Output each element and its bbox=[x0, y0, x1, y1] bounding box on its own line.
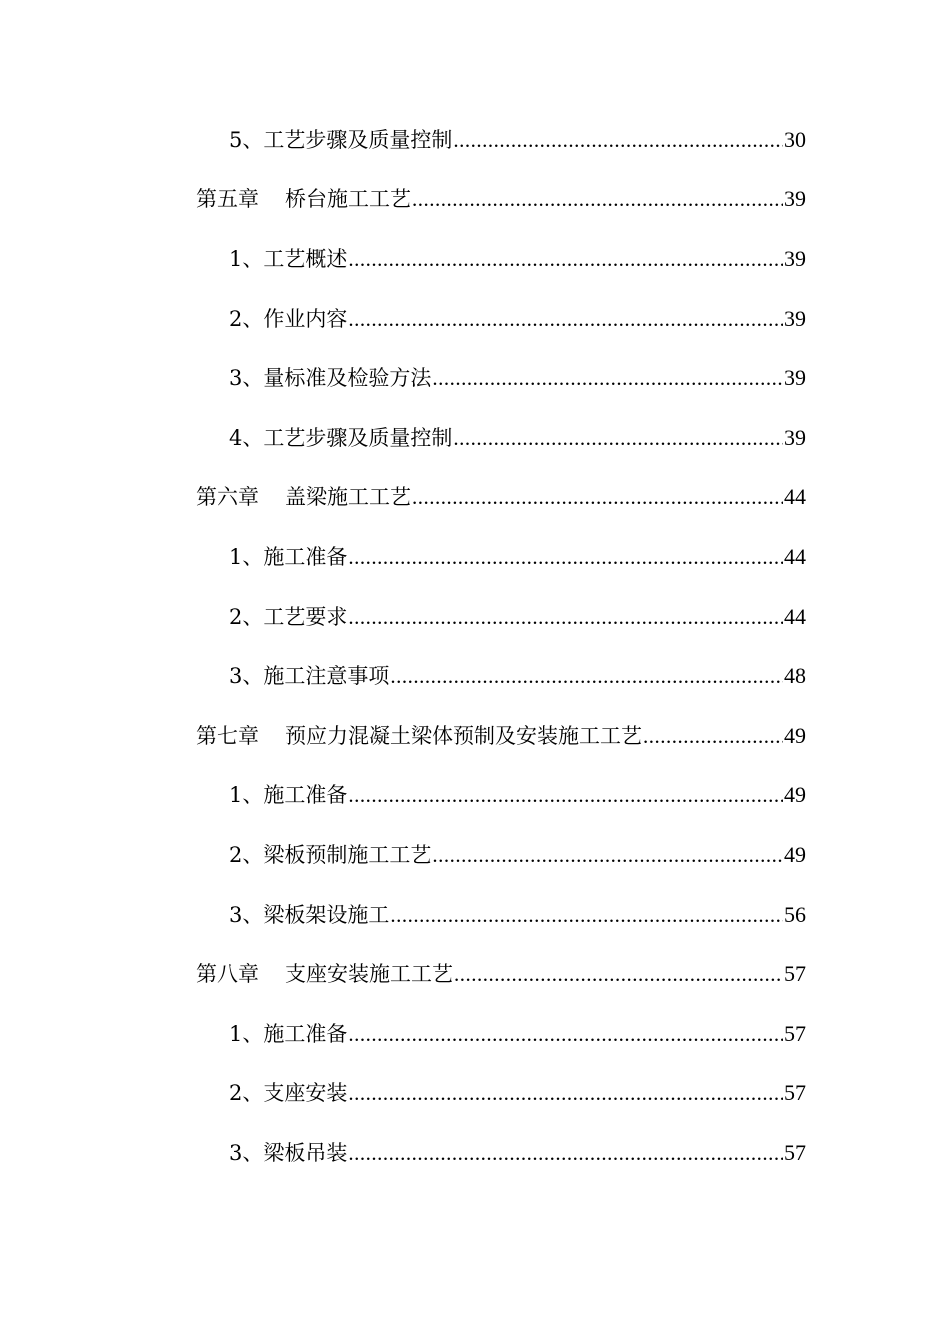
toc-entry[interactable] bbox=[0, 110, 950, 170]
toc-entry-page: 57 bbox=[784, 961, 806, 987]
dot-leader bbox=[412, 487, 783, 508]
dot-leader bbox=[348, 785, 783, 806]
toc-entry-title: 施工准备 bbox=[263, 544, 348, 569]
dot-leader bbox=[432, 845, 783, 866]
toc-entry-label bbox=[229, 306, 348, 331]
toc-entry-title: 桥台施工工艺 bbox=[285, 187, 411, 212]
toc-entry-title: 工艺要求 bbox=[263, 604, 348, 629]
table-of-contents bbox=[0, 110, 950, 1183]
toc-chapter-entry[interactable] bbox=[0, 170, 950, 230]
toc-entry-label bbox=[229, 1021, 348, 1046]
toc-chapter-number: 第七章 bbox=[196, 723, 259, 748]
toc-entry[interactable] bbox=[0, 289, 950, 349]
toc-entry-number: 1、 bbox=[229, 246, 264, 271]
toc-entry-title: 量标准及检验方法 bbox=[263, 366, 432, 391]
toc-entry[interactable] bbox=[0, 1004, 950, 1064]
toc-entry-number: 3、 bbox=[229, 664, 264, 689]
toc-entry[interactable] bbox=[0, 1064, 950, 1124]
toc-entry-title: 施工准备 bbox=[263, 783, 348, 808]
toc-entry-label bbox=[229, 902, 390, 927]
dot-leader bbox=[390, 905, 783, 926]
toc-entry-label bbox=[196, 189, 411, 210]
toc-entry-page: 39 bbox=[784, 365, 806, 391]
dot-leader bbox=[432, 368, 783, 389]
toc-entry-number: 1、 bbox=[229, 544, 264, 569]
toc-entry-title: 预应力混凝土梁体预制及安装施工工艺 bbox=[285, 723, 642, 748]
dot-leader bbox=[348, 249, 783, 270]
toc-entry-number: 2、 bbox=[229, 306, 264, 331]
toc-entry[interactable] bbox=[0, 646, 950, 706]
toc-entry-label bbox=[229, 1140, 348, 1165]
dot-leader bbox=[348, 1083, 783, 1104]
toc-entry[interactable] bbox=[0, 885, 950, 945]
toc-entry-page: 44 bbox=[784, 543, 806, 569]
toc-entry-page: 39 bbox=[784, 245, 806, 271]
dot-leader bbox=[390, 666, 783, 687]
toc-entry-label bbox=[229, 544, 348, 569]
toc-entry[interactable] bbox=[0, 587, 950, 647]
toc-entry-label bbox=[229, 785, 347, 806]
toc-entry-page: 56 bbox=[784, 901, 806, 927]
toc-entry-label bbox=[196, 723, 642, 748]
dot-leader bbox=[348, 1143, 783, 1164]
toc-entry-title: 梁板吊装 bbox=[263, 1140, 348, 1165]
toc-entry-label bbox=[229, 666, 389, 687]
toc-entry-title: 工艺步骤及质量控制 bbox=[263, 127, 453, 152]
toc-chapter-entry[interactable] bbox=[0, 706, 950, 766]
toc-entry-page: 57 bbox=[784, 1139, 806, 1165]
dot-leader bbox=[348, 309, 783, 330]
toc-entry-title: 支座安装施工工艺 bbox=[285, 962, 453, 987]
toc-entry-number: 2、 bbox=[229, 842, 264, 867]
toc-entry-label bbox=[196, 487, 411, 508]
toc-entry-title: 支座安装 bbox=[263, 1081, 348, 1106]
toc-entry-label bbox=[229, 246, 348, 271]
toc-entry-title: 梁板架设施工 bbox=[263, 902, 390, 927]
dot-leader bbox=[412, 189, 783, 210]
toc-entry-label bbox=[229, 604, 348, 629]
toc-entry-page: 49 bbox=[784, 722, 806, 748]
toc-entry-number: 1、 bbox=[229, 1021, 264, 1046]
toc-entry-number: 3、 bbox=[229, 1140, 264, 1165]
toc-entry-page: 57 bbox=[784, 1080, 806, 1106]
toc-entry-number: 2、 bbox=[229, 604, 264, 629]
toc-entry-number: 3、 bbox=[229, 902, 264, 927]
toc-chapter-number: 第五章 bbox=[196, 187, 259, 212]
toc-entry-label bbox=[229, 1083, 347, 1104]
toc-entry-number: 4、 bbox=[229, 425, 264, 450]
dot-leader bbox=[643, 726, 783, 747]
dot-leader bbox=[348, 607, 783, 628]
toc-entry[interactable] bbox=[0, 766, 950, 826]
toc-entry-label bbox=[229, 842, 432, 867]
toc-entry-number: 3、 bbox=[229, 366, 264, 391]
toc-entry-page: 49 bbox=[784, 782, 806, 808]
toc-entry[interactable] bbox=[0, 825, 950, 885]
toc-entry-label bbox=[229, 127, 453, 152]
dot-leader bbox=[453, 428, 783, 449]
toc-entry-title: 作业内容 bbox=[263, 306, 348, 331]
toc-entry-title: 施工注意事项 bbox=[263, 664, 390, 689]
toc-entry-title: 施工准备 bbox=[263, 1021, 348, 1046]
toc-entry-title: 盖梁施工工艺 bbox=[285, 485, 411, 510]
toc-entry[interactable] bbox=[0, 408, 950, 468]
toc-entry-number: 2、 bbox=[229, 1081, 264, 1106]
dot-leader bbox=[348, 1024, 783, 1045]
toc-entry-label bbox=[229, 425, 453, 450]
toc-entry-page: 48 bbox=[784, 663, 806, 689]
toc-entry-page: 39 bbox=[784, 186, 806, 212]
toc-entry-number: 1、 bbox=[229, 783, 264, 808]
toc-entry-page: 39 bbox=[784, 424, 806, 450]
toc-entry-page: 49 bbox=[784, 841, 806, 867]
toc-entry-page: 44 bbox=[784, 484, 806, 510]
toc-entry[interactable] bbox=[0, 1123, 950, 1183]
toc-entry-label bbox=[196, 964, 453, 985]
toc-chapter-number: 第八章 bbox=[196, 962, 259, 987]
toc-entry[interactable] bbox=[0, 348, 950, 408]
toc-entry-page: 39 bbox=[784, 305, 806, 331]
toc-entry-title: 工艺步骤及质量控制 bbox=[263, 425, 453, 450]
toc-entry-title: 工艺概述 bbox=[263, 246, 348, 271]
toc-entry-page: 57 bbox=[784, 1020, 806, 1046]
toc-entry-number: 5、 bbox=[229, 127, 264, 152]
dot-leader bbox=[348, 547, 783, 568]
toc-entry[interactable] bbox=[0, 527, 950, 587]
toc-entry-page: 44 bbox=[784, 603, 806, 629]
toc-entry-page: 30 bbox=[784, 126, 806, 152]
toc-entry-title: 梁板预制施工工艺 bbox=[263, 842, 432, 867]
toc-entry[interactable] bbox=[0, 229, 950, 289]
toc-entry-label bbox=[229, 368, 431, 389]
dot-leader bbox=[454, 964, 783, 985]
toc-chapter-number: 第六章 bbox=[196, 485, 259, 510]
toc-chapter-entry[interactable] bbox=[0, 468, 950, 528]
dot-leader bbox=[453, 130, 783, 151]
toc-chapter-entry[interactable] bbox=[0, 944, 950, 1004]
